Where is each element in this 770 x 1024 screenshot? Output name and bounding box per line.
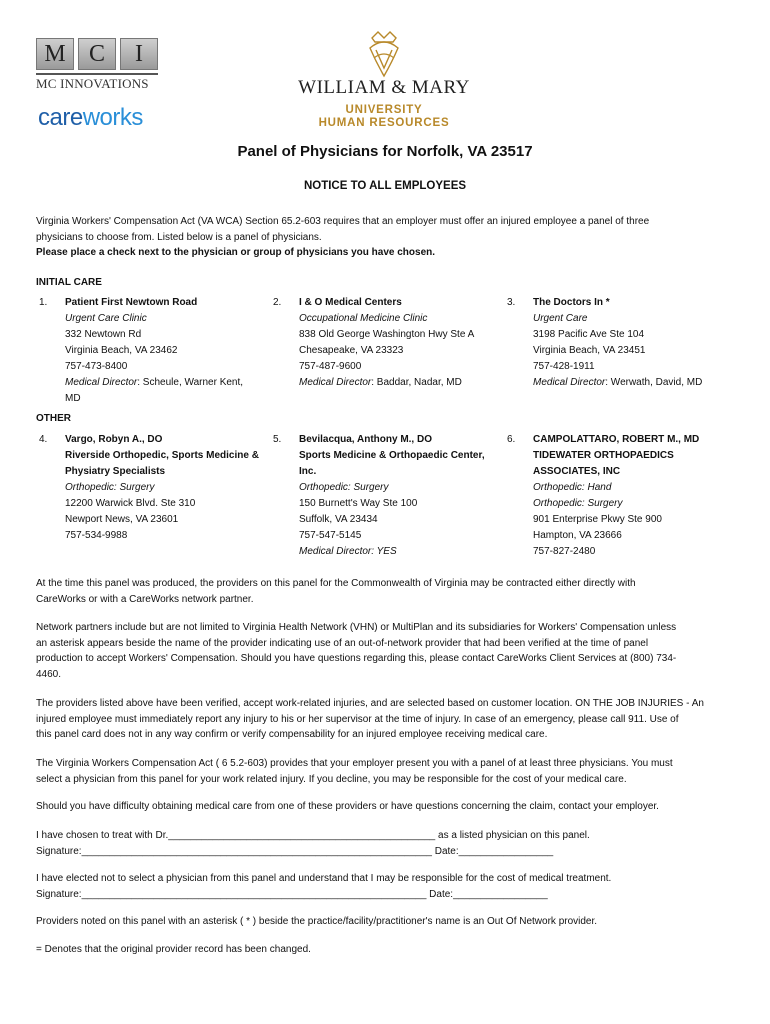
network-line-1: Network partners include but are not limited to Virginia Health Network (VHN) or MultiPlan and its subsidiaries for Workers' Compensation unless (36, 622, 677, 633)
provider-name: Patient First Newtown Road (65, 297, 198, 308)
careworks-works: works (82, 104, 143, 131)
provider-address: 838 Old George Washington Hwy Ste A (299, 329, 475, 340)
provider-city: Newport News, VA 23601 (65, 514, 179, 525)
provider-3[interactable] (507, 295, 743, 391)
elected-not-line[interactable]: I have elected not to select a physician from this panel and understand that I may be responsible for the cost of medical treatment. (36, 873, 612, 884)
provider-phone: 757-547-5145 (299, 530, 362, 541)
provider-group: Sports Medicine & Orthopaedic Center, (299, 450, 485, 461)
provider-medical-director: Medical Director: Scheule, Warner Kent, (65, 377, 244, 388)
provider-name: The Doctors In * (533, 297, 610, 308)
provider-group: TIDEWATER ORTHOPAEDICS (533, 450, 674, 461)
provider-name: Vargo, Robyn A., DO (65, 434, 163, 445)
william-mary-cypher-icon (362, 28, 406, 80)
provider-phone: 757-827-2480 (533, 546, 596, 557)
university-hr-logo (298, 104, 470, 130)
provider-6[interactable] (507, 432, 743, 560)
elected-not-section[interactable] (36, 871, 736, 902)
provider-number: 2. (273, 297, 282, 308)
act-line-1: The Virginia Workers Compensation Act ( 6 5.2-603) provides that your employer present you with a panel of at least three physicians. You must (36, 758, 673, 769)
provider-number: 3. (507, 297, 516, 308)
provider-specialty-2: Orthopedic: Surgery (533, 498, 623, 509)
provider-specialty: Occupational Medicine Clinic (299, 313, 428, 324)
difficulty-paragraph: Should you have difficulty obtaining medical care from one of these providers or have questions concerning the claim, contact your employer. (36, 801, 659, 812)
verification-line-2: injured employee must immediately report any injury to his or her supervisor at the time of injury. In case of an emergency, please call 911. Use of (36, 713, 679, 725)
provider-address: 901 Enterprise Pkwy Ste 900 (533, 514, 662, 525)
act-paragraph (36, 756, 736, 787)
verification-line-1: The providers listed above have been verified, accept work-related injuries, and are selected based on customer location. ON THE JOB INJURIES - An (36, 698, 704, 709)
provider-address: 150 Burnett's Way Ste 100 (299, 498, 418, 509)
intro-line-2: physicians to choose from. Listed below is a panel of physicians. (36, 231, 322, 243)
act-line-2: select a physician from this panel for your work related injury. If you decline, you may be responsible for the cost of your medical care. (36, 773, 627, 785)
provider-address: 12200 Warwick Blvd. Ste 310 (65, 498, 196, 509)
intro-instruction: Please place a check next to the physician or group of physicians you have chosen. (36, 247, 436, 258)
page-title: Panel of Physicians for Norfolk, VA 23517 (237, 143, 533, 160)
provider-medical-director: Medical Director: YES (299, 546, 397, 557)
initial-care-label: INITIAL CARE (36, 277, 102, 288)
provider-medical-director: Medical Director: Werwath, David, MD (533, 377, 703, 388)
provider-number: 6. (507, 434, 516, 445)
contract-line-1: At the time this panel was produced, the providers on this panel for the Commonwealth of Virginia may be contracted either directly with (36, 578, 636, 589)
provider-medical-director: Medical Director: Baddar, Nadar, MD (299, 377, 462, 388)
william-mary-name: WILLIAM & MARY (298, 77, 470, 98)
provider-name: Bevilacqua, Anthony M., DO (299, 434, 432, 445)
provider-specialty: Orthopedic: Surgery (299, 482, 389, 493)
careworks-care: care (38, 104, 83, 131)
provider-1[interactable] (39, 295, 275, 407)
mci-letter-i: I (120, 38, 158, 70)
contract-paragraph (36, 576, 736, 607)
provider-4[interactable] (39, 432, 275, 544)
provider-group-cont: Physiatry Specialists (65, 466, 166, 477)
provider-name: CAMPOLATTARO, ROBERT M., MD (533, 434, 700, 445)
provider-specialty: Orthopedic: Hand (533, 482, 612, 493)
contract-line-2: CareWorks or with a CareWorks network partner. (36, 593, 254, 605)
network-line-4: 4460. (36, 668, 62, 680)
network-line-2: an asterisk appears beside the name of the provider indicating use of an out-of-network provider that had been verified at the time of panel (36, 637, 649, 649)
network-paragraph (36, 620, 736, 682)
mci-letter-m: M (36, 38, 74, 70)
provider-number: 4. (39, 434, 48, 445)
provider-2[interactable] (273, 295, 509, 391)
provider-phone: 757-534-9988 (65, 530, 128, 541)
intro-paragraph (36, 214, 736, 261)
mci-innovations-logo (36, 38, 158, 91)
chosen-physician-section[interactable] (36, 828, 736, 859)
provider-specialty: Urgent Care Clinic (65, 313, 147, 324)
elected-signature-line[interactable]: Signature:______________________________________________________________ Date:_________________ (36, 888, 548, 900)
provider-number: 5. (273, 434, 282, 445)
provider-name: I & O Medical Centers (299, 297, 402, 308)
provider-group: Riverside Orthopedic, Sports Medicine & (65, 450, 259, 461)
provider-city: Chesapeake, VA 23323 (299, 345, 404, 356)
changed-note: = Denotes that the original provider record has been changed. (36, 944, 311, 955)
provider-5[interactable] (273, 432, 509, 560)
wm-univ-line1: UNIVERSITY (345, 104, 423, 116)
provider-group-cont: Inc. (299, 466, 317, 477)
chosen-signature-line[interactable]: Signature:_______________________________________________________________ Date:_________________ (36, 845, 554, 857)
provider-medical-director-cont: MD (65, 393, 81, 404)
provider-group-cont: ASSOCIATES, INC (533, 466, 621, 477)
other-label: OTHER (36, 413, 71, 424)
provider-city: Hampton, VA 23666 (533, 530, 622, 541)
intro-line-1: Virginia Workers' Compensation Act (VA WCA) Section 65.2-603 requires that an employer must offer an injured employee a panel of three (36, 216, 650, 227)
provider-specialty: Orthopedic: Surgery (65, 482, 155, 493)
mci-name: MC INNOVATIONS (36, 73, 158, 92)
provider-number: 1. (39, 297, 48, 308)
provider-city: Suffolk, VA 23434 (299, 514, 378, 525)
mci-letter-c: C (78, 38, 116, 70)
wm-univ-line2: HUMAN RESOURCES (318, 117, 450, 129)
provider-address: 332 Newtown Rd (65, 329, 142, 340)
verification-line-3: this panel card does not in any way confirm or verify compensability for an injured employee receiving medical care. (36, 729, 548, 740)
provider-specialty: Urgent Care (533, 313, 588, 324)
provider-phone: 757-428-1911 (533, 361, 595, 372)
provider-address: 3198 Pacific Ave Ste 104 (533, 329, 645, 340)
careworks-logo (38, 104, 143, 132)
chosen-physician-line[interactable]: I have chosen to treat with Dr.________________________________________________ as a listed physician on this panel. (36, 830, 590, 841)
provider-city: Virginia Beach, VA 23451 (533, 345, 646, 356)
provider-city: Virginia Beach, VA 23462 (65, 345, 178, 356)
asterisk-note: Providers noted on this panel with an asterisk ( * ) beside the practice/facility/practitioner's name is an Out Of Network provider. (36, 916, 598, 927)
provider-phone: 757-473-8400 (65, 361, 128, 372)
provider-phone: 757-487-9600 (299, 361, 362, 372)
verification-paragraph (36, 696, 736, 743)
network-line-3: production to accept Workers' Compensation. Should you have questions regarding this, please contact CareWorks Client Services at (800) 734- (36, 653, 677, 664)
notice-heading: NOTICE TO ALL EMPLOYEES (303, 180, 467, 192)
